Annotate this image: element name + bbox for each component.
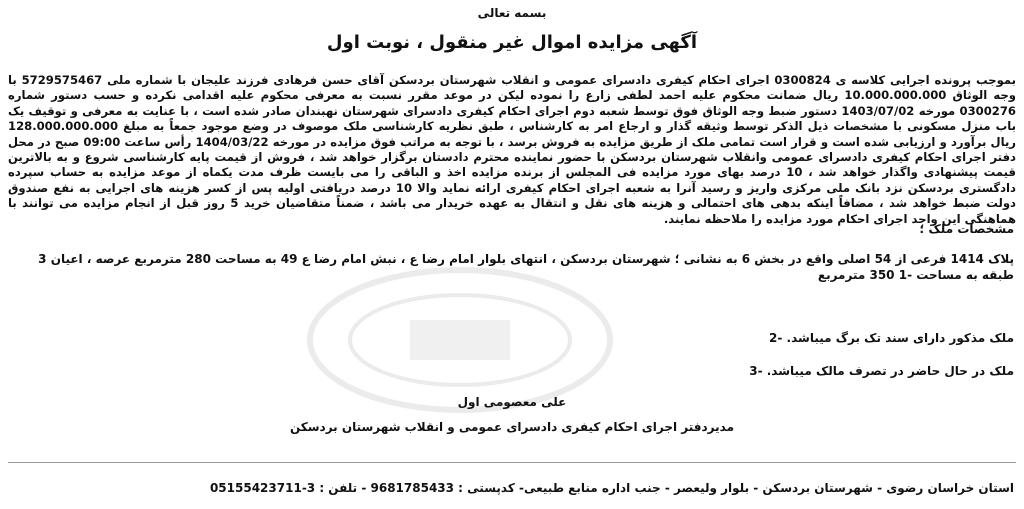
property-spec-item: ملک مذکور دارای سند تک برگ میباشد. -2 <box>769 331 1014 345</box>
footer-divider <box>8 462 1016 463</box>
property-spec-item: ملک در حال حاضر در تصرف مالک میباشد. -3 <box>749 364 1014 378</box>
footer-address: استان خراسان رضوی - شهرستان بردسکن - بلوار ولیعصر - جنب اداره منابع طبیعی- کدپستی : 9681785433 - تلفن : 3-05155423711 <box>209 481 1014 495</box>
notice-body-paragraph: بموجب پرونده اجرایی کلاسه ی 0300824 اجرای احکام کیفری دادسرای عمومی و انقلاب شهرستان بردسکن آقای حسن فرهادی فرزند علیجان با شماره ملی 5729575467 با وجه الوثاق 10.000.000.000 ریال ضمانت محکوم علیه احمد لطفی زارع را نموده لیکن در موعد مقرر نسبت به معرفی محکوم علیه اقدامی نکرده و حسب دستور شماره 0300276 مورخه 1403/07/02 دستور ضبط وجه الوثاق فوق توسط شعبه دوم اجرای احکام کیفری دادسرای شهرستان نهبندان صادر شده است ، با عنایت به معرفی و توقیف یک باب منزل مسکونی با مشخصات ذیل الذکر توسط وثیقه گذار و ارجاع امر به کارشناس ، طبق نظریه کارشناسی ملک موصوف در وضع موجود جمعاً به مبلغ 128.000.000.000 ریال برآورد و ارزیابی شده است و قرار است تمامی ملک از طریق مزایده به فروش برسد ، با توجه به مراتب فوق مزایده در مورخه 1404/03/22 رأس ساعت 09:00 صبح در محل دفتر اجرای احکام کیفری دادسرای عمومی وانقلاب شهرستان بردسکن با حضور نماینده محترم دادستان برگزار خواهد شد ، فروش از قیمت پایه کارشناسی شروع و به بالاترین قیمت پیشنهادی واگذار خواهد شد ، 10 درصد بهای مورد مزایده فی المجلس از برنده مزایده اخذ و الباقی را می بایست ظرف مدت یکماه از موعد مزایده به حساب سپرده دادگستری بردسکن نزد بانک ملی مرکزی واریز و رسید آنرا به شعبه اجرای احکام کیفری ارائه نماید والا 10 درصد دریافتی اولیه پس از کسر هزینه های اجرایی به نفع صندوق دولت ضبط خواهد شد ، مضافاً اینکه بدهی های احتمالی و هزینه های نقل و انتقال به عهده خریدار می باشد ، ضمناً متقاضیان خرید 5 روز قبل از انجام مزایده می توانند با هماهنگی این واحد اجرای احکام مورد مزایده را ملاحظه نمایند. <box>8 73 1017 226</box>
bismillah-heading: بسمه تعالی <box>477 6 547 20</box>
signer-title: مدیردفتر اجرای احکام کیفری دادسرای عمومی و انقلاب شهرستان بردسکن <box>289 420 735 434</box>
property-spec-item: پلاک 1414 فرعی از 54 اصلی واقع در بخش 6 به نشانی ؛ شهرستان بردسکن ، انتهای بلوار امام رضا ع ، نبش امام رضا ع 49 به مساحت 280 مترمربع عرصه ، اعیان 3 طبقه به مساحت -1 350 مترمربع <box>38 252 1014 282</box>
signer-name: علی معصومی اول <box>457 395 567 409</box>
property-specs-heading: مشخصات ملک ؛ <box>919 222 1014 236</box>
notice-title: آگهی مزایده اموال غیر منقول ، نوبت اول <box>326 32 698 53</box>
